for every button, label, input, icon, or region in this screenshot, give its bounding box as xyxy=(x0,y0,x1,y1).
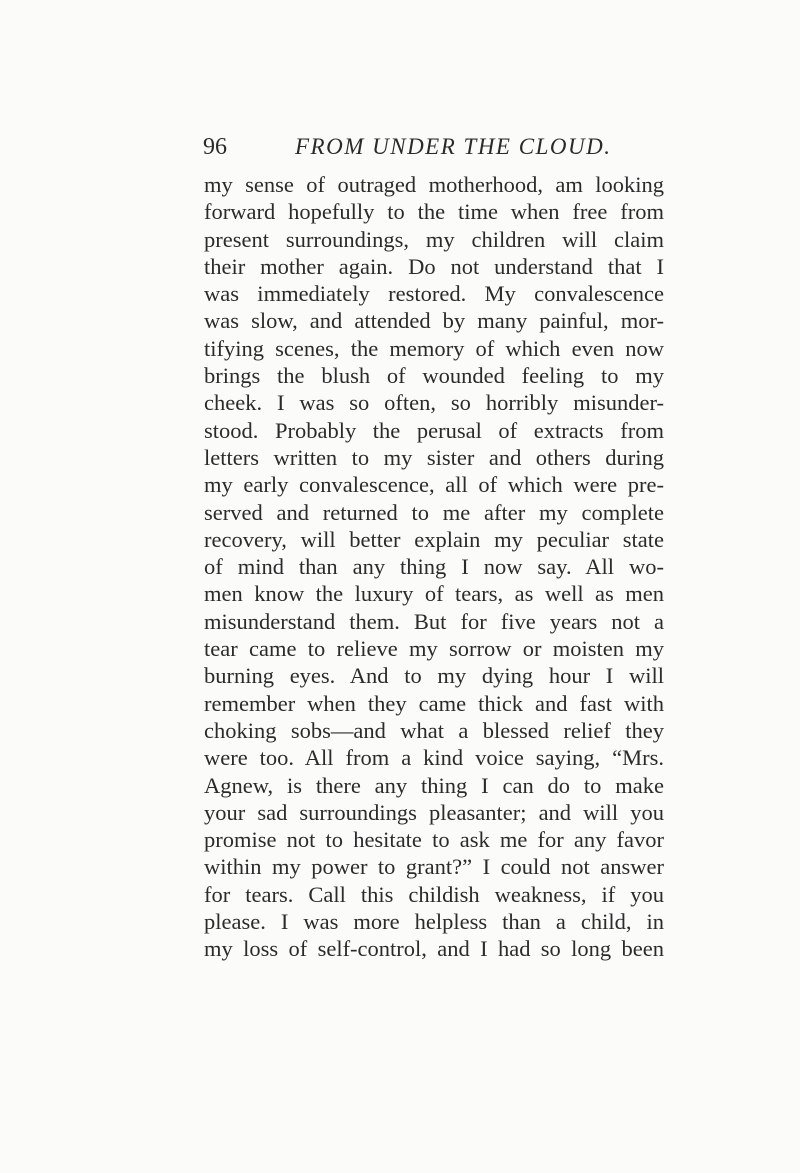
text-line: please. I was more helpless than a child, in xyxy=(204,909,664,935)
text-line: for tears. Call this childish weakness, if you xyxy=(204,881,664,907)
text-line: misunderstand them. But for five years not a xyxy=(204,608,664,634)
text-line: stood. Probably the perusal of extracts from xyxy=(204,417,664,443)
text-line: letters written to my sister and others during xyxy=(204,444,664,470)
text-line: tifying scenes, the memory of which even now xyxy=(204,335,664,361)
text-line: tear came to relieve my sorrow or moisten my xyxy=(204,636,664,662)
text-line: within my power to grant?” I could not answer xyxy=(204,854,664,880)
text-line: were too. All from a kind voice saying, “Mrs. xyxy=(204,745,664,771)
text-line: was slow, and attended by many painful, mor- xyxy=(204,308,664,334)
text-line: of mind than any thing I now say. All wo- xyxy=(204,554,664,580)
text-line: present surroundings, my children will claim xyxy=(204,226,664,252)
body-text xyxy=(204,171,664,963)
text-line: my loss of self-control, and I had so long been xyxy=(204,936,664,962)
page-number: 96 xyxy=(203,134,227,160)
running-head: FROM UNDER THE CLOUD. xyxy=(295,134,612,159)
text-line: men know the luxury of tears, as well as men xyxy=(204,581,664,607)
text-line: recovery, will better explain my peculiar state xyxy=(204,526,664,552)
page-header xyxy=(203,131,663,163)
text-line: cheek. I was so often, so horribly misunder- xyxy=(204,390,664,416)
text-line: my early convalescence, all of which were pre- xyxy=(204,472,664,498)
text-line: your sad surroundings pleasanter; and will you xyxy=(204,799,664,825)
text-line: remember when they came thick and fast with xyxy=(204,690,664,716)
text-line: my sense of outraged motherhood, am looking xyxy=(204,172,664,197)
text-line: promise not to hesitate to ask me for any favor xyxy=(204,827,664,853)
text-line: Agnew, is there any thing I can do to make xyxy=(204,772,664,798)
text-line: burning eyes. And to my dying hour I will xyxy=(204,663,664,689)
text-line: choking sobs—and what a blessed relief they xyxy=(204,717,664,743)
text-line: was immediately restored. My convalescence xyxy=(204,281,664,307)
text-line: brings the blush of wounded feeling to my xyxy=(204,363,664,389)
text-line: forward hopefully to the time when free from xyxy=(204,199,664,225)
text-line: served and returned to me after my complete xyxy=(204,499,664,525)
text-line: their mother again. Do not understand that I xyxy=(204,253,664,279)
